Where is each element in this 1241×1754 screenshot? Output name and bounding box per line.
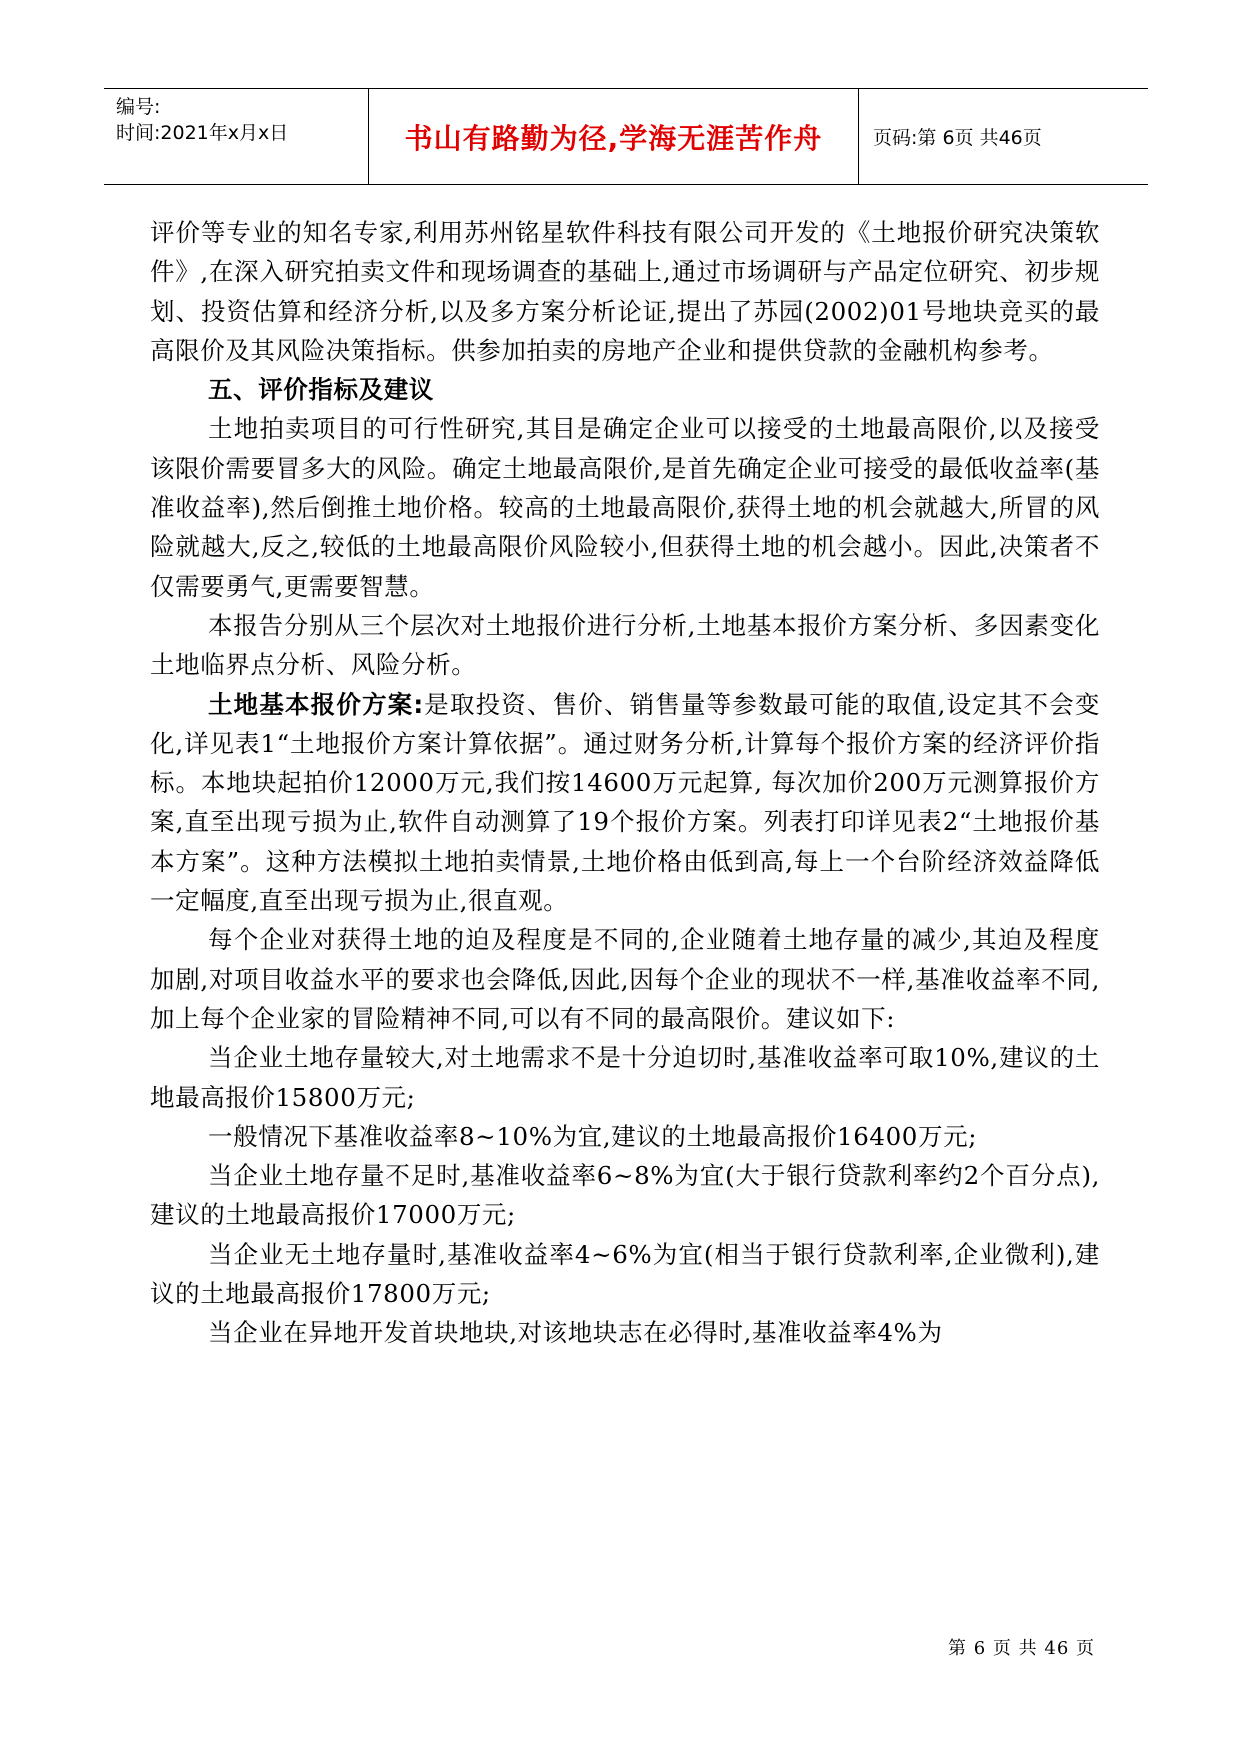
header-motto: 书山有路勤为径,学海无涯苦作舟 — [404, 121, 823, 155]
section-heading: 五、评价指标及建议 — [208, 375, 434, 405]
paragraph-4 — [150, 685, 1100, 921]
paragraph-4-text: 是取投资、售价、销售量等参数最可能的取值,设定其不会变化,详见表1“土地报价方案计算依据”。通过财务分析,计算每个报价方案的经济评价指标。本地块起拍价12000万元,我们按14600万元起算, 每次加价200万元测算报价方案,直至出现亏损为止,软件自动测算了19个报价方案。列表打印详见表2“土地报价基本方案”。这种方法模拟土地拍卖情景,土地价格由低到高,每上一个台阶经济效益降低一定幅度,直至出现亏损为止,很直观。 — [150, 689, 1100, 916]
page-header — [104, 88, 1148, 185]
paragraph-10: 当企业在异地开发首块地块,对该地块志在必得时,基准收益率4%为 — [208, 1318, 943, 1348]
paragraph-6: 当企业土地存量较大,对土地需求不是十分迫切时,基准收益率可取10%,建议的土地最高报价15800万元; — [150, 1043, 1100, 1112]
header-page-number: 页码:第 6页 共46页 — [873, 127, 1042, 149]
paragraph-2: 土地拍卖项目的可行性研究,其目是确定企业可以接受的土地最高限价,以及接受该限价需要冒多大的风险。确定土地最高限价,是首先确定企业可接受的最低收益率(基准收益率),然后倒推土地价格。较高的土地最高限价,获得土地的机会就越大,所冒的风险就越大,反之,较低的土地最高限价风险较小,但获得土地的机会越小。因此,决策者不仅需要勇气,更需要智慧。 — [150, 414, 1100, 601]
page-footer: 第 6 页 共 46 页 — [948, 1638, 1095, 1659]
document-body — [150, 213, 1100, 1353]
paragraph-4-lead: 土地基本报价方案: — [208, 689, 424, 719]
paragraph-1: 评价等专业的知名专家,利用苏州铭星软件科技有限公司开发的《土地报价研究决策软件》,在深入研究拍卖文件和现场调查的基础上,通过市场调研与产品定位研究、初步规划、投资估算和经济分析,以及多方案分析论证,提出了苏园(2002)01号地块竞买的最高限价及其风险决策指标。供参加拍卖的房地产企业和提供贷款的金融机构参考。 — [150, 218, 1100, 365]
header-page-cell — [859, 89, 1148, 184]
header-motto-cell — [369, 89, 859, 184]
paragraph-8: 当企业土地存量不足时,基准收益率6~8%为宜(大于银行贷款利率约2个百分点),建议的土地最高报价17000万元; — [150, 1161, 1100, 1230]
document-time: 时间:2021年x月x日 — [116, 122, 289, 144]
paragraph-3: 本报告分别从三个层次对土地报价进行分析,土地基本报价方案分析、多因素变化土地临界点分析、风险分析。 — [150, 610, 1100, 680]
header-meta — [104, 89, 369, 184]
paragraph-9: 当企业无土地存量时,基准收益率4~6%为宜(相当于银行贷款利率,企业微利),建议的土地最高报价17800万元; — [150, 1239, 1100, 1309]
paragraph-7: 一般情况下基准收益率8~10%为宜,建议的土地最高报价16400万元; — [208, 1121, 978, 1151]
document-number: 编号: — [116, 96, 161, 118]
paragraph-5: 每个企业对获得土地的迫及程度是不同的,企业随着土地存量的减少,其迫及程度加剧,对项目收益水平的要求也会降低,因此,因每个企业的现状不一样,基准收益率不同,加上每个企业家的冒险精神不同,可以有不同的最高限价。建议如下: — [150, 925, 1100, 1033]
